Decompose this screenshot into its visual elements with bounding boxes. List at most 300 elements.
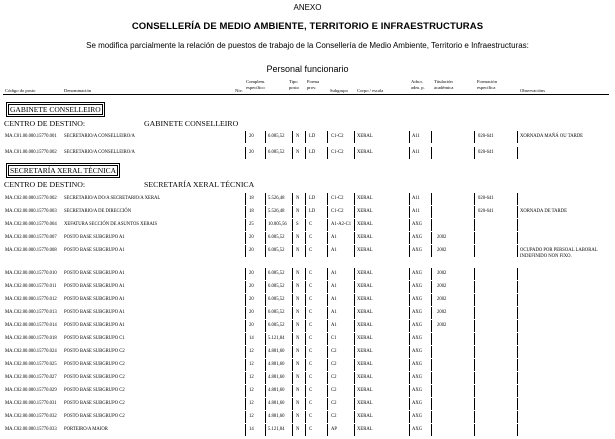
- column-divider: [409, 398, 410, 410]
- cell-comp: 6.085,52: [268, 310, 285, 315]
- column-divider: [292, 398, 293, 410]
- document-title: CONSELLERÍA DE MEDIO AMBIENTE, TERRITORIO E INFRAESTRUCTURAS: [131, 21, 484, 32]
- cell-adscr: AXG: [412, 375, 423, 380]
- cell-den: POSTO BASE SUBGRUPO C2: [64, 414, 125, 419]
- column-divider: [474, 411, 475, 423]
- column-divider: [409, 219, 410, 231]
- cell-tipo: N: [296, 362, 300, 367]
- column-divider: [354, 219, 355, 231]
- column-divider: [517, 424, 518, 436]
- table-row: [0, 297, 615, 308]
- column-divider: [265, 411, 266, 423]
- column-divider: [292, 359, 293, 371]
- table-row: [0, 414, 615, 425]
- column-divider: [431, 333, 432, 345]
- column-divider: [305, 385, 306, 397]
- column-divider: [292, 219, 293, 231]
- cell-sub: C2: [331, 362, 337, 367]
- cell-niv: 12: [249, 349, 254, 354]
- column-divider: [305, 333, 306, 345]
- column-divider: [327, 294, 328, 306]
- column-divider: [409, 268, 410, 280]
- cell-sub: A1: [331, 271, 337, 276]
- column-divider: [265, 219, 266, 231]
- cell-comp: 4.881,60: [268, 375, 285, 380]
- cell-tit: 2002: [437, 323, 447, 328]
- cell-niv: 12: [249, 362, 254, 367]
- cell-corpo: XERAL: [357, 336, 373, 341]
- column-divider: [431, 281, 432, 293]
- column-divider: [474, 398, 475, 410]
- cell-tit: 2002: [437, 284, 447, 289]
- cell-codigo: MA.C02.00.000.15770.013: [5, 310, 57, 315]
- column-divider: [431, 320, 432, 332]
- cell-corpo: XERAL: [357, 323, 373, 328]
- column-divider: [431, 219, 432, 231]
- col-codigo: Código do posto: [5, 88, 36, 93]
- column-divider: [474, 131, 475, 143]
- cell-den: POSTO BASE SUBGRUPO A1: [64, 297, 125, 302]
- cell-tipo: N: [296, 427, 300, 432]
- col-niv: Niv.: [235, 88, 243, 93]
- table-row: [0, 196, 615, 207]
- cell-den: PORTEIRO/A MAIOR: [64, 427, 108, 432]
- column-divider: [517, 372, 518, 384]
- column-divider: [292, 206, 293, 218]
- cell-den: POSTO BASE SUBGRUPO C2: [64, 362, 125, 367]
- cell-niv: 14: [249, 336, 254, 341]
- column-divider: [354, 346, 355, 358]
- cell-corpo: XERAL: [357, 349, 373, 354]
- cell-tipo: N: [296, 375, 300, 380]
- column-divider: [431, 232, 432, 244]
- table-row: [0, 248, 615, 259]
- column-divider: [354, 232, 355, 244]
- column-divider: [517, 346, 518, 358]
- cell-adscr: A11: [412, 134, 420, 139]
- cell-adscr: A11: [412, 150, 420, 155]
- cell-den: POSTO BASE SUBGRUPO A1: [64, 235, 125, 240]
- column-divider: [245, 268, 246, 280]
- cell-form: 020-641: [478, 209, 494, 214]
- column-divider: [327, 219, 328, 231]
- cell-codigo: MA.C02.00.000.15770.002: [5, 196, 57, 201]
- cell-forma: C: [309, 349, 313, 354]
- cell-tipo: N: [296, 310, 300, 315]
- column-divider: [327, 147, 328, 159]
- cell-forma: C: [309, 375, 313, 380]
- column-divider: [517, 385, 518, 397]
- cell-adscr: A11: [412, 209, 420, 214]
- column-divider: [265, 193, 266, 205]
- header-rule: [3, 94, 609, 95]
- cell-obs: XORNADA DE TARDE: [520, 209, 567, 214]
- cell-codigo: MA.C02.00.000.15770.003: [5, 209, 57, 214]
- centro-name: SECRETARÍA XERAL TÉCNICA: [144, 180, 255, 189]
- column-divider: [474, 372, 475, 384]
- column-divider: [474, 359, 475, 371]
- column-divider: [409, 385, 410, 397]
- cell-sub: A1: [331, 248, 337, 253]
- cell-tit: 2002: [437, 310, 447, 315]
- column-divider: [265, 333, 266, 345]
- cell-corpo: XERAL: [357, 297, 373, 302]
- cell-sub: C2: [331, 375, 337, 380]
- column-divider: [474, 307, 475, 319]
- cell-corpo: XERAL: [357, 310, 373, 315]
- cell-corpo: XERAL: [357, 196, 373, 201]
- cell-tipo: N: [296, 323, 300, 328]
- cell-tipo: N: [296, 401, 300, 406]
- column-divider: [327, 193, 328, 205]
- cell-codigo: MA.C02.00.000.15770.008: [5, 248, 57, 253]
- column-divider: [265, 320, 266, 332]
- column-divider: [431, 307, 432, 319]
- column-divider: [292, 424, 293, 436]
- cell-tit: 2002: [437, 248, 447, 253]
- column-divider: [409, 359, 410, 371]
- column-divider: [305, 206, 306, 218]
- cell-forma: C: [309, 235, 313, 240]
- cell-codigo: MA.C02.00.000.15770.010: [5, 271, 57, 276]
- column-divider: [517, 333, 518, 345]
- cell-den: POSTO BASE SUBGRUPO A1: [64, 323, 125, 328]
- column-divider: [292, 411, 293, 423]
- cell-corpo: XERAL: [357, 209, 373, 214]
- column-divider: [305, 398, 306, 410]
- column-divider: [305, 411, 306, 423]
- col-tipo: Tipo posto: [289, 79, 299, 90]
- cell-adscr: AXG: [412, 336, 423, 341]
- cell-form: 020-641: [478, 150, 494, 155]
- cell-corpo: XERAL: [357, 284, 373, 289]
- column-divider: [265, 372, 266, 384]
- cell-niv: 12: [249, 375, 254, 380]
- column-divider: [517, 294, 518, 306]
- column-divider: [474, 320, 475, 332]
- cell-forma: C: [309, 401, 313, 406]
- column-divider: [354, 307, 355, 319]
- cell-comp: 10.005,56: [268, 222, 287, 227]
- cell-corpo: XERAL: [357, 401, 373, 406]
- cell-niv: 25: [249, 222, 254, 227]
- column-divider: [245, 385, 246, 397]
- column-divider: [474, 281, 475, 293]
- column-divider: [431, 359, 432, 371]
- cell-corpo: XERAL: [357, 271, 373, 276]
- table-row: [0, 427, 615, 438]
- column-divider: [292, 320, 293, 332]
- column-divider: [354, 333, 355, 345]
- column-divider: [245, 131, 246, 143]
- column-divider: [354, 294, 355, 306]
- table-row: [0, 284, 615, 295]
- cell-sub: AP: [331, 427, 337, 432]
- column-divider: [409, 307, 410, 319]
- column-divider: [327, 398, 328, 410]
- column-divider: [327, 346, 328, 358]
- cell-tit: 2002: [437, 297, 447, 302]
- cell-comp: 6.085,52: [268, 235, 285, 240]
- column-divider: [409, 424, 410, 436]
- centro-name: GABINETE CONSELLEIRO: [144, 119, 239, 128]
- column-divider: [354, 245, 355, 257]
- table-row: [0, 150, 615, 161]
- column-divider: [354, 281, 355, 293]
- col-complem: Complem. específico: [246, 79, 266, 90]
- cell-adscr: AXG: [412, 310, 423, 315]
- column-divider: [474, 232, 475, 244]
- table-row: [0, 349, 615, 360]
- cell-sub: C1-C2: [331, 134, 344, 139]
- column-divider: [517, 268, 518, 280]
- column-divider: [517, 131, 518, 143]
- column-divider: [409, 294, 410, 306]
- cell-corpo: XERAL: [357, 150, 373, 155]
- table-row: [0, 323, 615, 334]
- cell-comp: 6.085,52: [268, 297, 285, 302]
- cell-adscr: AXG: [412, 414, 423, 419]
- cell-tipo: N: [296, 388, 300, 393]
- column-divider: [245, 359, 246, 371]
- cell-comp: 5.121,84: [268, 427, 285, 432]
- column-divider: [265, 232, 266, 244]
- cell-den: POSTO BASE SUBGRUPO C2: [64, 375, 125, 380]
- column-divider: [431, 206, 432, 218]
- cell-codigo: MA.C01.00.000.15770.002: [5, 150, 57, 155]
- table-row: [0, 375, 615, 386]
- cell-codigo: MA.C01.00.000.15770.001: [5, 134, 57, 139]
- column-divider: [474, 346, 475, 358]
- cell-tipo: N: [296, 284, 300, 289]
- cell-sub: A1-A2-C1: [331, 222, 352, 227]
- column-divider: [354, 398, 355, 410]
- column-divider: [431, 294, 432, 306]
- cell-obs: OCUPADO POR PERSOAL LABORAL INDEFINIDO NON FIXO.: [520, 248, 598, 259]
- column-divider: [245, 424, 246, 436]
- cell-den: SECRETARIO/A DO/A SECRETARIO/A XERAL: [64, 196, 161, 201]
- cell-form: 020-641: [478, 134, 494, 139]
- cell-forma: C: [309, 388, 313, 393]
- column-divider: [292, 372, 293, 384]
- cell-corpo: XERAL: [357, 362, 373, 367]
- cell-corpo: XERAL: [357, 414, 373, 419]
- cell-niv: 20: [249, 310, 254, 315]
- column-divider: [245, 219, 246, 231]
- column-divider: [474, 245, 475, 257]
- cell-comp: 5.526,48: [268, 209, 285, 214]
- column-divider: [354, 372, 355, 384]
- column-divider: [265, 424, 266, 436]
- column-divider: [354, 268, 355, 280]
- column-divider: [265, 268, 266, 280]
- table-row: [0, 209, 615, 220]
- cell-den: POSTO BASE SUBGRUPO C2: [64, 349, 125, 354]
- cell-forma: C: [309, 284, 313, 289]
- column-divider: [409, 131, 410, 143]
- column-divider: [327, 232, 328, 244]
- cell-adscr: AXG: [412, 235, 423, 240]
- column-divider: [354, 147, 355, 159]
- column-divider: [327, 333, 328, 345]
- table-row: [0, 388, 615, 399]
- column-divider: [305, 268, 306, 280]
- column-divider: [245, 294, 246, 306]
- cell-corpo: XERAL: [357, 134, 373, 139]
- column-divider: [409, 206, 410, 218]
- column-divider: [517, 193, 518, 205]
- column-divider: [305, 320, 306, 332]
- column-divider: [245, 346, 246, 358]
- cell-niv: 20: [249, 150, 254, 155]
- column-divider: [245, 320, 246, 332]
- column-divider: [517, 206, 518, 218]
- column-divider: [265, 294, 266, 306]
- section-box-gabinete: GABINETE CONSELLEIRO: [10, 105, 101, 114]
- table-row: [0, 271, 615, 282]
- cell-adscr: AXG: [412, 297, 423, 302]
- column-divider: [431, 385, 432, 397]
- column-divider: [409, 320, 410, 332]
- cell-sub: C2: [331, 388, 337, 393]
- cell-adscr: AXG: [412, 284, 423, 289]
- column-divider: [265, 147, 266, 159]
- cell-sub: A1: [331, 323, 337, 328]
- column-divider: [409, 193, 410, 205]
- cell-corpo: XERAL: [357, 235, 373, 240]
- column-divider: [292, 385, 293, 397]
- column-divider: [245, 307, 246, 319]
- column-divider: [245, 193, 246, 205]
- column-divider: [292, 268, 293, 280]
- intro-text: Se modifica parcialmente la relación de puestos de trabajo de la Consellería de Medio Ambiente, Territorio e Infraestructuras:: [86, 41, 529, 50]
- column-divider: [305, 232, 306, 244]
- cell-den: POSTO BASE SUBGRUPO A1: [64, 248, 125, 253]
- column-divider: [354, 385, 355, 397]
- column-divider: [517, 281, 518, 293]
- cell-den: POSTO BASE SUBGRUPO A1: [64, 271, 125, 276]
- column-divider: [292, 294, 293, 306]
- centro-label: CENTRO DE DESTINO:: [4, 180, 85, 189]
- column-divider: [245, 372, 246, 384]
- cell-comp: 5.526,48: [268, 196, 285, 201]
- column-divider: [292, 147, 293, 159]
- column-divider: [431, 398, 432, 410]
- cell-tipo: S: [296, 222, 299, 227]
- column-divider: [431, 268, 432, 280]
- col-adscr: Adscr. adm. p.: [411, 79, 425, 90]
- cell-comp: 6.085,52: [268, 284, 285, 289]
- cell-sub: C2: [331, 414, 337, 419]
- cell-adscr: A11: [412, 196, 420, 201]
- column-divider: [474, 424, 475, 436]
- column-divider: [327, 131, 328, 143]
- cell-tipo: N: [296, 297, 300, 302]
- cell-comp: 5.121,84: [268, 336, 285, 341]
- column-divider: [517, 398, 518, 410]
- cell-comp: 4.881,60: [268, 349, 285, 354]
- cell-forma: LD: [309, 209, 316, 214]
- cell-comp: 6.085,52: [268, 323, 285, 328]
- column-divider: [354, 424, 355, 436]
- column-divider: [327, 281, 328, 293]
- column-divider: [409, 346, 410, 358]
- cell-den: POSTO BASE SUBGRUPO C2: [64, 388, 125, 393]
- cell-comp: 6.085,52: [268, 150, 285, 155]
- column-divider: [305, 359, 306, 371]
- cell-niv: 18: [249, 196, 254, 201]
- column-divider: [292, 193, 293, 205]
- cell-codigo: MA.C02.00.000.15770.025: [5, 362, 57, 367]
- cell-comp: 4.881,60: [268, 362, 285, 367]
- column-divider: [265, 131, 266, 143]
- column-divider: [265, 245, 266, 257]
- cell-sub: C1-C2: [331, 196, 344, 201]
- column-divider: [305, 346, 306, 358]
- cell-codigo: MA.C02.00.000.15770.014: [5, 323, 57, 328]
- column-divider: [305, 307, 306, 319]
- cell-tipo: N: [296, 414, 300, 419]
- column-divider: [245, 281, 246, 293]
- column-divider: [292, 346, 293, 358]
- column-divider: [305, 424, 306, 436]
- table-row: [0, 362, 615, 373]
- column-divider: [431, 147, 432, 159]
- column-divider: [305, 219, 306, 231]
- cell-sub: C1-C2: [331, 150, 344, 155]
- column-divider: [305, 281, 306, 293]
- cell-corpo: XERAL: [357, 427, 373, 432]
- cell-forma: C: [309, 297, 313, 302]
- column-divider: [517, 147, 518, 159]
- column-divider: [431, 346, 432, 358]
- column-divider: [245, 147, 246, 159]
- cell-codigo: MA.C02.00.000.15770.011: [5, 284, 57, 289]
- cell-codigo: MA.C02.00.000.15770.004: [5, 222, 57, 227]
- cell-niv: 20: [249, 271, 254, 276]
- cell-sub: C2: [331, 349, 337, 354]
- centro-destino: [4, 119, 239, 128]
- cell-sub: A1: [331, 284, 337, 289]
- cell-tipo: N: [296, 150, 300, 155]
- cell-tipo: N: [296, 196, 300, 201]
- cell-codigo: MA.C02.00.000.15770.027: [5, 375, 57, 380]
- column-divider: [517, 307, 518, 319]
- cell-den: POSTO BASE SUBGRUPO A1: [64, 310, 125, 315]
- cell-niv: 20: [249, 284, 254, 289]
- cell-niv: 12: [249, 401, 254, 406]
- column-divider: [305, 372, 306, 384]
- cell-codigo: MA.C02.00.000.15770.032: [5, 414, 57, 419]
- cell-comp: 6.085,52: [268, 248, 285, 253]
- col-denominacion: Denominación: [64, 88, 92, 93]
- column-divider: [292, 232, 293, 244]
- cell-forma: C: [309, 323, 313, 328]
- cell-den: SECRETARIO/A CONSELLEIRO/A: [64, 134, 135, 139]
- column-divider: [431, 372, 432, 384]
- cell-tipo: N: [296, 349, 300, 354]
- col-subgrupo: Subgrupo: [330, 88, 348, 93]
- cell-comp: 4.881,60: [268, 414, 285, 419]
- personal-heading: Personal funcionario: [266, 64, 349, 74]
- cell-forma: LD: [309, 196, 316, 201]
- cell-sub: A1: [331, 310, 337, 315]
- column-divider: [409, 245, 410, 257]
- cell-den: SECRETARIO/A CONSELLEIRO/A: [64, 150, 135, 155]
- column-divider: [265, 385, 266, 397]
- cell-comp: 6.085,52: [268, 271, 285, 276]
- column-divider: [305, 131, 306, 143]
